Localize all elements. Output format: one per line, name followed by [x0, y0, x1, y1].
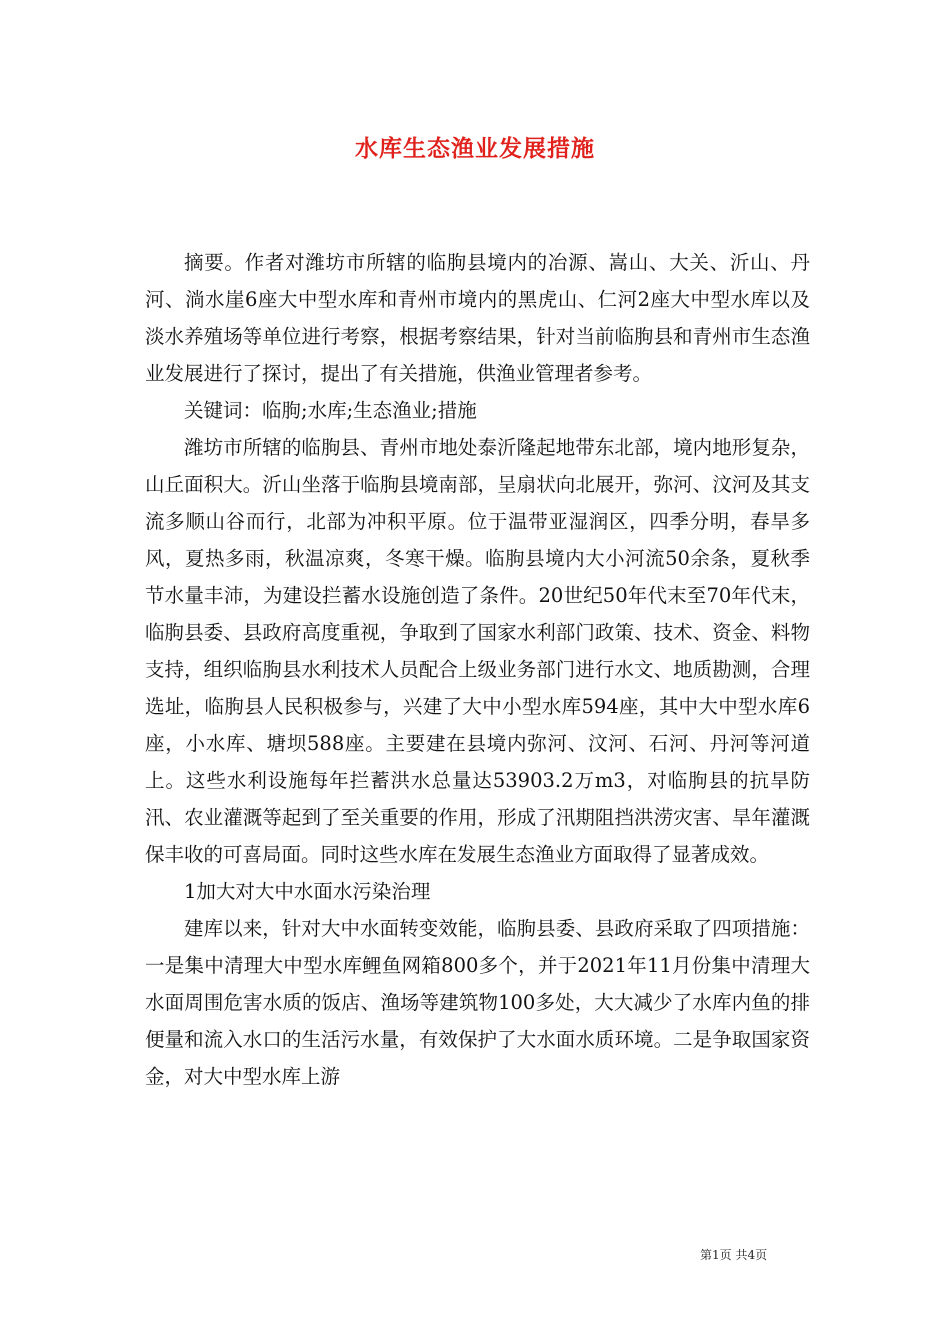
section-heading: 1加大对大中水面水污染治理	[184, 880, 431, 903]
abstract-paragraph: 摘要。作者对潍坊市所辖的临朐县境内的冶源、嵩山、大关、沂山、丹河、淌水崖6座大中型水库和青州市境内的黑虎山、仁河2座大中型水库以及淡水养殖场等单位进行考察，根据考察结果，针对当前临朐县和青州市生态渔业发展进行了探讨，提出了有关措施，供渔业管理者参考。	[145, 251, 810, 385]
page-number: 第1页 共4页	[700, 1248, 768, 1262]
intro-paragraph: 潍坊市所辖的临朐县、青州市地处泰沂隆起地带东北部，境内地形复杂，山丘面积大。沂山坐落于临朐县境南部，呈扇状向北展开，弥河、汶河及其支流多顺山谷而行，北部为冲积平原。位于温带亚湿润区，四季分明，春旱多风，夏热多雨，秋温凉爽，冬寒干燥。临朐县境内大小河流50余条，夏秋季节水量丰沛，为建设拦蓄水设施创造了条件。20世纪50年代末至70年代末，临朐县委、县政府高度重视，争取到了国家水利部门政策、技术、资金、料物支持，组织临朐县水利技术人员配合上级业务部门进行水文、地质勘测，合理选址，临朐县人民积极参与，兴建了大中小型水库594座，其中大中型水库6座，小水库、塘坝588座。主要建在县境内弥河、汶河、石河、丹河等河道上。这些水利设施每年拦蓄洪水总量达53903.2万m3，对临朐县的抗旱防汛、农业灌溉等起到了至关重要的作用，形成了汛期阻挡洪涝灾害、旱年灌溉保丰收的可喜局面。同时这些水库在发展生态渔业方面取得了显著成效。	[145, 436, 810, 866]
document-body	[145, 244, 810, 1095]
document-title: 水库生态渔业发展措施	[355, 135, 595, 162]
keywords-paragraph: 关键词：临朐;水库;生态渔业;措施	[184, 399, 477, 422]
section-paragraph: 建库以来，针对大中水面转变效能，临朐县委、县政府采取了四项措施：一是集中清理大中型水库鲤鱼网箱800多个，并于2021年11月份集中清理大水面周围危害水质的饭店、渔场等建筑物100多处，大大减少了水库内鱼的排便量和流入水口的生活污水量，有效保护了大水面水质环境。二是争取国家资金，对大中型水库上游	[145, 917, 810, 1088]
